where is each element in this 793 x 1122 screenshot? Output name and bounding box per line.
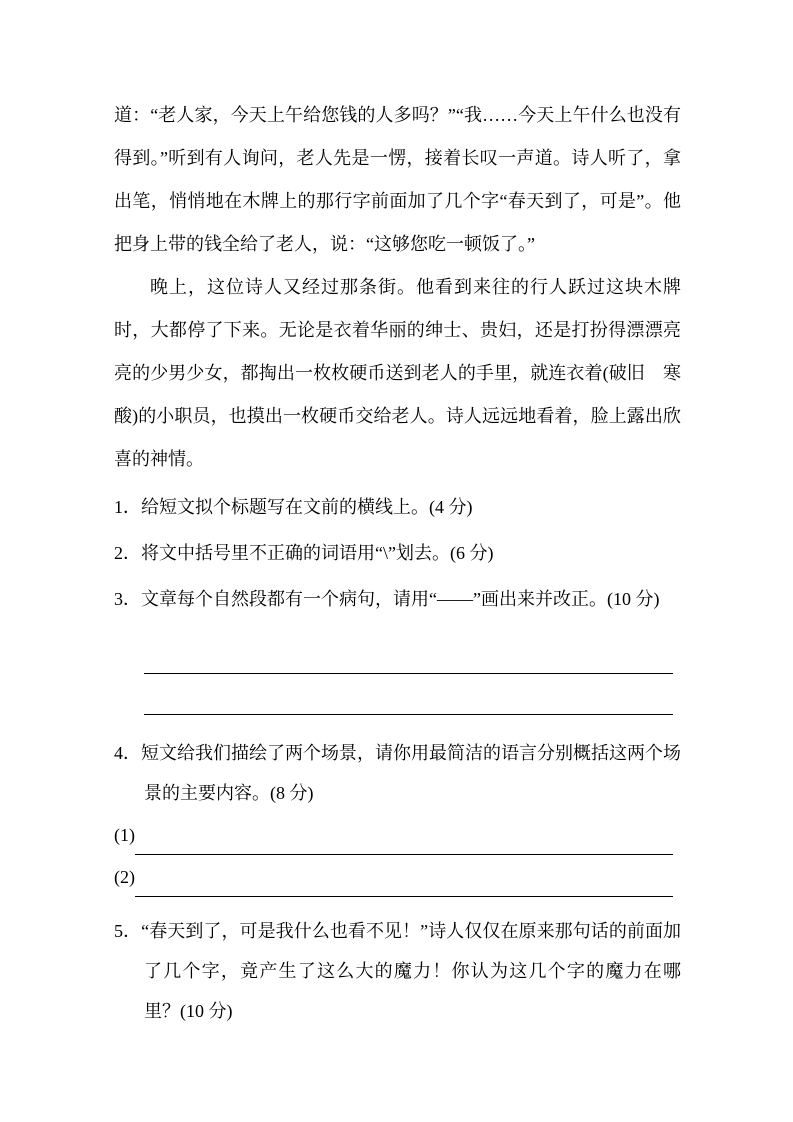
passage-paragraph-2: 晚上，这位诗人又经过那条街。他看到来往的行人跃过这块木牌时，大都停了下来。无论是衣着华丽的绅士、贵妇，还是打扮得漂漂亮亮的少男少女，都掏出一枚枚硬币送到老人的手里，就连衣着(破旧 寒酸)的小职员，也摸出一枚硬币交给老人。诗人远远地看着，脸上露出欣喜的神情。 <box>114 277 681 469</box>
answer-blank-line-2[interactable] <box>144 674 673 715</box>
blank-label-2: (2) <box>114 867 135 887</box>
answer-blank-line-1[interactable] <box>144 633 673 674</box>
question-3-number: 3． <box>114 589 141 609</box>
question-4-text: 短文给我们描绘了两个场景，请你用最简洁的语言分别概括这两个场景的主要内容。(8 分) <box>141 743 681 803</box>
blank-label-1: (1) <box>114 825 135 845</box>
question-3-text: 文章每个自然段都有一个病句，请用“——”画出来并改正。(10 分) <box>141 589 660 609</box>
question-1 <box>114 487 681 527</box>
question-5-number: 5． <box>114 921 142 941</box>
question-4-blank-2 <box>114 855 673 897</box>
passage-paragraph-1: 道：“老人家，今天上午给您钱的人多吗？”“我……今天上午什么也没有得到。”听到有人询问，老人先是一愣，接着长叹一声道。诗人听了，拿出笔，悄悄地在木牌上的那行字前面加了几个字“春天到了，可是”。他把身上带的钱全给了老人，说：“这够您吃一顿饭了。” <box>114 105 681 254</box>
blank-line-1[interactable] <box>135 816 673 855</box>
question-4-number: 4． <box>114 743 141 763</box>
question-1-number: 1． <box>114 497 141 517</box>
question-1-text: 给短文拟个标题写在文前的横线上。(4 分) <box>141 497 473 517</box>
question-4 <box>114 733 681 813</box>
blank-line-2[interactable] <box>135 858 673 897</box>
question-2-number: 2． <box>114 543 141 563</box>
question-4-blank-1 <box>114 813 673 855</box>
question-5-text: “春天到了，可是我什么也看不见！”诗人仅仅在原来那句话的前面加了几个字，竟产生了这么大的魔力！你认为这几个字的魔力在哪里？(10 分) <box>141 921 682 1021</box>
question-2 <box>114 533 681 573</box>
question-3-answer-area <box>114 633 681 715</box>
question-2-text: 将文中括号里不正确的词语用“\”划去。(6 分) <box>141 543 494 563</box>
question-3 <box>114 579 681 619</box>
question-5 <box>114 911 681 1031</box>
